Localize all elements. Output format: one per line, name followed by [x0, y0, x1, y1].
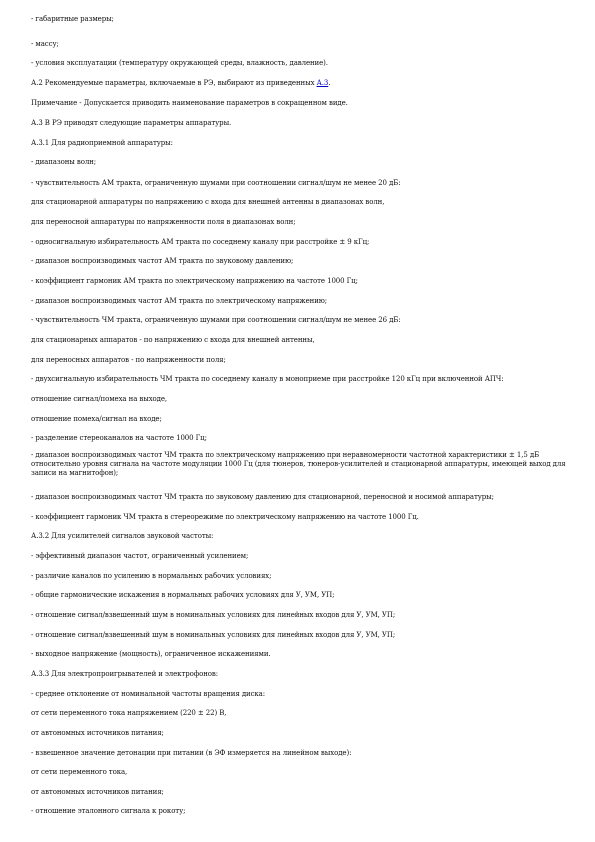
text-line: - общие гармонические искажения в нормальных рабочих условиях для У, УМ, УП;: [31, 591, 335, 599]
text-line: от сети переменного тока напряжением (220 ± 22) В,: [31, 709, 227, 717]
subsection-heading: А.3.1 Для радиоприемной аппаратуры:: [31, 139, 173, 147]
text-line: - массу;: [31, 40, 59, 48]
text-line: - условия эксплуатации (температуру окружающей среды, влажность, давление).: [31, 59, 328, 67]
text-line: - выходное напряжение (мощность), ограниченное искажениями.: [31, 650, 271, 658]
text-line: - двухсигнальную избирательность ЧМ тракта по соседнему каналу в моноприеме при расстройке 120 кГц при включенной АПЧ:: [31, 375, 504, 383]
text-line: - среднее отклонение от номинальной частоты вращения диска:: [31, 690, 266, 698]
text-line: - габаритные размеры;: [31, 15, 114, 23]
text-line: отношение помеха/сигнал на входе;: [31, 415, 162, 423]
text-line: от сети переменного тока,: [31, 768, 128, 776]
subsection-heading: А.3.2 Для усилителей сигналов звуковой частоты:: [31, 532, 214, 540]
text-line: от автономных источников питания;: [31, 788, 164, 796]
text-line: - диапазоны волн;: [31, 158, 96, 166]
text-fragment: А.2 Рекомендуемые параметры, включаемые в РЭ, выбирают из приведенных: [31, 79, 317, 87]
text-line: от автономных источников питания;: [31, 729, 164, 737]
text-line: - различие каналов по усилению в нормальных рабочих условиях;: [31, 572, 272, 580]
text-line: - отношение эталонного сигнала к рокоту;: [31, 807, 186, 815]
text-line: - диапазон воспроизводимых частот ЧМ тракта по звуковому давлению для стационарной, переносной и носимой аппаратуры;: [31, 493, 494, 501]
text-line: для стационарных аппаратов - по напряжению с входа для внешней антенны,: [31, 336, 315, 344]
note-line: Примечание - Допускается приводить наименование параметров в сокращенном виде.: [31, 99, 348, 107]
text-line: - взвешенное значение детонации при питании (в ЭФ измеряется на линейном выходе):: [31, 749, 352, 757]
text-line: - эффективный диапазон частот, ограниченный усилением;: [31, 552, 249, 560]
text-line: - чувствительность ЧМ тракта, ограниченную шумами при соотношении сигнал/шум не менее 26 дБ:: [31, 316, 401, 324]
text-paragraph: - диапазон воспроизводимых частот ЧМ тракта по электрическому напряжению при неравномерности частотной характеристики ± 1,5 дБ относительно уровня сигнала на частоте модуляции 1000 Гц (для тюнеров, тюнеров-усилителей и стационарной аппаратуры, имеющей выход для записи на магнитофон);: [31, 451, 566, 477]
text-line: - односигнальную избирательность АМ тракта по соседнему каналу при расстройке ± 9 кГц;: [31, 238, 370, 246]
text-line: - диапазон воспроизводимых частот АМ тракта по звуковому давлению;: [31, 257, 294, 265]
text-line: - коэффициент гармоник АМ тракта по электрическому напряжению на частоте 1000 Гц;: [31, 277, 358, 285]
text-line: - чувствительность АМ тракта, ограниченную шумами при соотношении сигнал/шум не менее 20 дБ:: [31, 179, 401, 187]
reference-link-a3[interactable]: А.3: [316, 79, 329, 87]
text-line: - диапазон воспроизводимых частот АМ тракта по электрическому напряжению;: [31, 297, 328, 305]
text-line: для переносных аппаратов - по напряженности поля;: [31, 356, 226, 364]
text-line: - отношение сигнал/взвешенный шум в номинальных условиях для линейных входов для У, УМ, УП;: [31, 631, 396, 639]
text-fragment: .: [328, 79, 331, 87]
text-line: отношение сигнал/помеха на выходе,: [31, 395, 168, 403]
section-heading: А.3 В РЭ приводят следующие параметры аппаратуры.: [31, 119, 232, 127]
text-line-with-reference: [31, 79, 571, 88]
subsection-heading: А.3.3 Для электропроигрывателей и электрофонов:: [31, 670, 218, 678]
text-line: - разделение стереоканалов на частоте 1000 Гц;: [31, 434, 207, 442]
text-line: - коэффициент гармоник ЧМ тракта в стереорежиме по электрическому напряжению на частоте 1000 Гц.: [31, 513, 419, 521]
text-line: для стационарной аппаратуры по напряжению с входа для внешней антенны в диапазонах волн,: [31, 198, 385, 206]
text-line: для переносной аппаратуры по напряженности поля в диапазонах волн;: [31, 218, 296, 226]
text-line: - отношение сигнал/взвешенный шум в номинальных условиях для линейных входов для У, УМ, УП;: [31, 611, 396, 619]
